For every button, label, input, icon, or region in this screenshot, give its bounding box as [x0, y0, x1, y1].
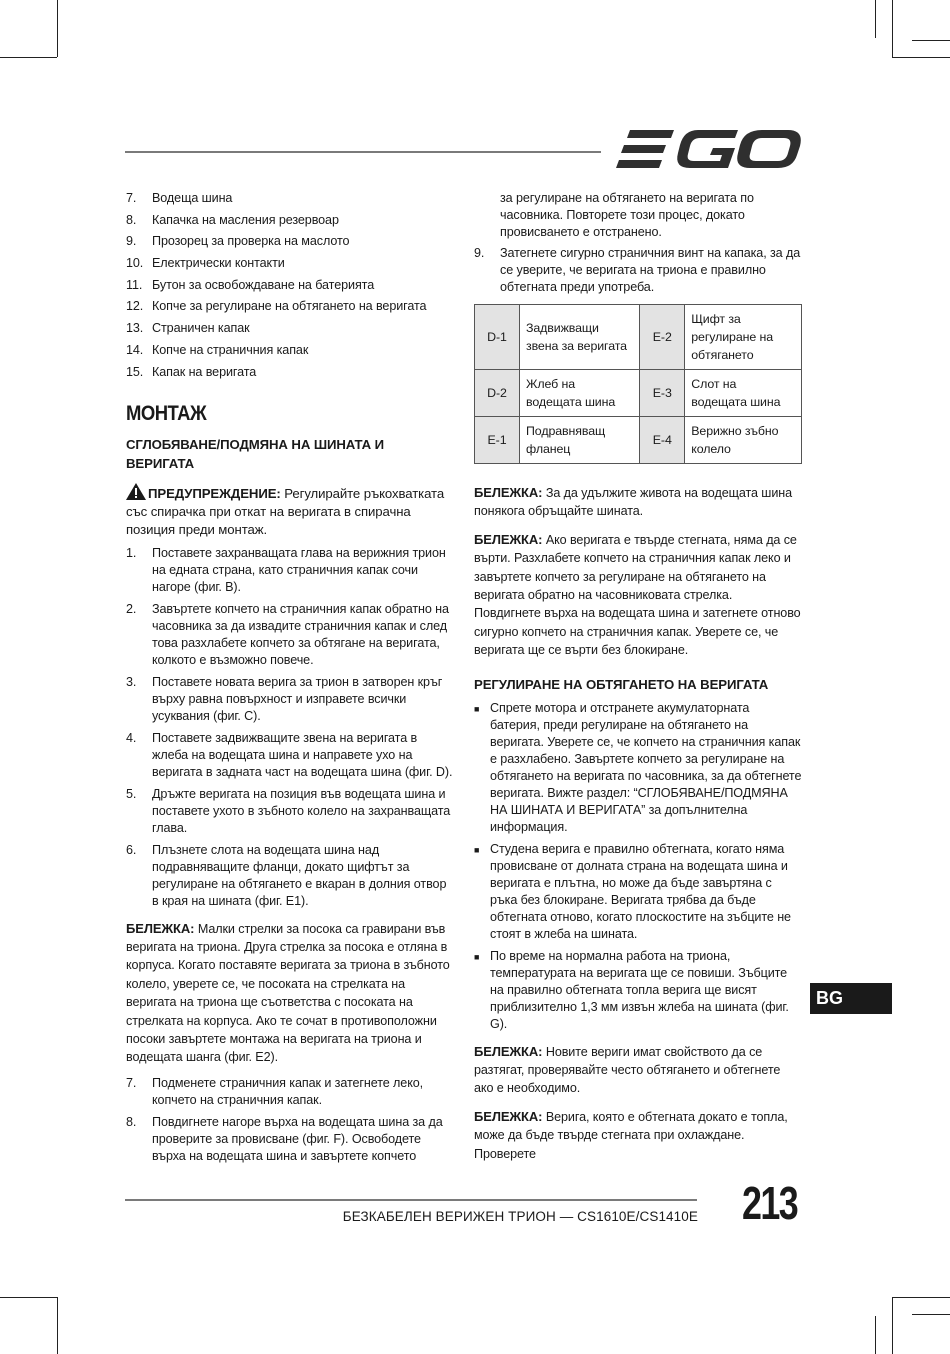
parts-legend-table [474, 304, 802, 464]
legend-code: D-2 [475, 370, 520, 417]
footer-product-name: БЕЗКАБЕЛЕН ВЕРИЖЕН ТРИОН — CS1610E/CS1410E [342, 1209, 698, 1224]
item-text: Копче на страничния капак [152, 342, 309, 357]
note-label: БЕЛЕЖКА: [474, 485, 543, 500]
note-text: Малки стрелки за посока са гравирани във веригата на триона. Друга стрелка за посока е отляна в корпуса. Когато поставяте веригата за триона в зъбното колело, уверете се, че посоката на стрелката на веригата на триона ще съответства с посоката на стрелката на корпуса. Ако те сочат в противоположни посоки завъртете монтажа на веригата на триона и водещата шанга (фиг. E2). [126, 921, 450, 1065]
assembly-step [126, 730, 454, 781]
crop-mark [57, 0, 58, 57]
header-rule [125, 151, 601, 153]
note-bar-life [474, 484, 802, 521]
subsection-title: СГЛОБЯВАНЕ/ПОДМЯНА НА ШИНАТА И ВЕРИГАТА [126, 436, 385, 471]
assembly-step [126, 674, 454, 725]
section-title: МОНТАЖ [126, 401, 207, 425]
note-label: БЕЛЕЖКА: [474, 1043, 543, 1059]
crop-mark [57, 1297, 58, 1354]
crop-mark [892, 1297, 950, 1298]
tension-bullets [474, 700, 802, 1033]
parts-list-item [126, 364, 454, 381]
crop-mark [912, 1314, 950, 1315]
parts-list-item [126, 255, 454, 272]
parts-list-item [126, 233, 454, 250]
legend-row [475, 417, 802, 464]
legend-label: Щифт за регулиране на обтягането [685, 305, 802, 370]
crop-mark [892, 0, 893, 57]
crop-mark [912, 40, 950, 41]
note-text: Ако веригата е твърде стегната, няма да се върти. Разхлабете копчето на страничния капак леко и завъртете копчето за регулиране на обтягането на веригата обратно на часовниковата стрелка. Повдигнете върха на водещата шина и затегнете отново сигурно копчето на страничния капак. Уверете се, че веригата ще се върти без блокиране. [474, 532, 801, 658]
item-number: 12. [126, 299, 144, 314]
note-label: БЕЛЕЖКА: [474, 531, 543, 547]
bullet-item [474, 841, 802, 943]
item-text: Електрически контакти [152, 256, 285, 271]
assembly-steps-a [126, 545, 454, 910]
language-tab: BG [810, 983, 892, 1014]
legend-code: E-3 [640, 370, 685, 417]
assembly-step [126, 786, 454, 837]
bullet-text: Спрете мотора и отстранете акумулаторната батерия, преди регулиране на обтягането на веригата. Уверете се, че копчето на страничния капак е разхлабено. Завъртете копчето за регулиране на обтягането на веригата по часовника, за да обтегнете веригата. Вижте раздел: “СГЛОБЯВАНЕ/ПОДМЯНА НА ШИНАТА И ВЕРИГАТА” за допълнителна информация. [490, 700, 802, 834]
tension-section-title: РЕГУЛИРАНЕ НА ОБТЯГАНЕТО НА ВЕРИГАТА [474, 676, 769, 692]
item-text: Плъзнете слота на водещата шина над подравняващите фланци, докато щифтът за регулиране на обтягането е вкаран в долния отвор в края на шината (фиг. E1). [152, 842, 447, 908]
parts-list-item [126, 212, 454, 229]
item-number: 4. [126, 730, 137, 745]
bullet-square-icon: ■ [474, 844, 480, 855]
parts-list-item [126, 342, 454, 359]
item-text: Поставете новата верига за трион в затворен кръг върху равна повърхност и изправете всички усуквания (фиг. С). [152, 674, 443, 723]
legend-code: E-4 [640, 417, 685, 464]
item-text: Дръжте веригата на позиция във водещата шина и поставете ухото в зъбното колело на захранващата глава. [152, 786, 451, 835]
item-text: Прозорец за проверка на маслото [152, 234, 350, 249]
bullet-item [474, 700, 802, 836]
assembly-step [126, 842, 454, 910]
assembly-step [474, 245, 802, 296]
item-number: 8. [126, 212, 137, 227]
parts-list-item [126, 298, 454, 315]
item-text: Капачка на масления резервоар [152, 212, 339, 227]
item-number: 14. [126, 342, 144, 357]
item-text: Капак на веригата [152, 364, 257, 379]
legend-label: Слот на водещата шина [685, 370, 802, 417]
warning-paragraph [126, 483, 454, 539]
crop-mark [875, 0, 876, 38]
warning-label: ПРЕДУПРЕЖДЕНИЕ: [148, 485, 281, 501]
item-text: Завъртете копчето на страничния капак обратно на часовника за да извадите страничния капак и след това разхлабете копчето за обтягане на веригата, колкото е възможно повече. [152, 601, 449, 667]
legend-code: E-1 [475, 417, 520, 464]
parts-list-item [126, 320, 454, 337]
legend-label: Жлеб на водещата шина [520, 370, 640, 417]
page-number: 213 [742, 1177, 798, 1229]
note-text: Новите вериги имат свойството да се разтягат, проверявайте често обтягането и обтегнете ако е необходимо. [474, 1044, 781, 1096]
note-text: За да удължите живота на водещата шина понякога обръщайте шината. [474, 486, 793, 519]
step-8-continuation: за регулиране на обтягането на веригата по часовника. Повторете този процес, докато провисването е отстранено. [500, 191, 754, 239]
assembly-step [126, 1114, 454, 1165]
item-number: 11. [126, 277, 143, 292]
warning-text: Регулирайте ръкохватката със спирачка при откат на веригата в спирачна позиция преди монтаж. [126, 485, 445, 537]
crop-mark [892, 57, 950, 58]
item-number: 9. [126, 234, 137, 249]
parts-list-item [126, 277, 454, 294]
legend-label: Подравняващ фланец [520, 417, 640, 464]
step-number: 9. [474, 246, 485, 260]
bullet-square-icon: ■ [474, 703, 480, 714]
legend-code: E-2 [640, 305, 685, 370]
parts-list-item [126, 190, 454, 207]
left-column [126, 190, 454, 1170]
bullet-text: По време на нормална работа на триона, температурата на веригата ще се повиши. Зъбците на правилно обтегната топла верига ще висят приблизително 1,3 мм извън жлеба на шината (фиг. G). [490, 948, 789, 1031]
assembly-steps-b [126, 1075, 454, 1165]
item-text: Страничен капак [152, 321, 250, 336]
item-text: Поставете захранващата глава на верижния трион на едната страна, като страничния капак сочи нагоре (фиг. В). [152, 545, 446, 594]
item-number: 13. [126, 321, 144, 336]
item-text: Повдигнете нагоре върха на водещата шина за да проверите за провисване (фиг. F). Освободете върха на водещата шина и завъртете копчето [152, 1114, 443, 1163]
bullet-item [474, 948, 802, 1033]
step-text: Затегнете сигурно страничния винт на капака, за да се уверите, че веригата на триона е правилно обтегната преди употреба. [500, 246, 801, 294]
assembly-step [126, 1075, 454, 1109]
item-text: Водеща шина [152, 191, 233, 205]
warning-icon [126, 483, 146, 500]
item-text: Бутон за освобождаване на батерията [152, 277, 375, 292]
item-number: 8. [126, 1114, 137, 1129]
legend-code: D-1 [475, 305, 520, 370]
item-number: 3. [126, 674, 137, 689]
note-text: Верига, която е обтегната докато е топла, може да бъде твърде стегната при охлаждане. Проверете [474, 1109, 788, 1161]
right-column [474, 190, 802, 1171]
item-number: 2. [126, 601, 137, 616]
item-number: 10. [126, 256, 144, 271]
crop-mark [875, 1316, 876, 1354]
bullet-square-icon: ■ [474, 951, 480, 962]
legend-label: Задвижващи звена за веригата [520, 305, 640, 370]
item-number: 15. [126, 364, 144, 379]
note-arrows [126, 920, 454, 1067]
crop-mark [0, 1297, 57, 1298]
note-label: БЕЛЕЖКА: [474, 1108, 543, 1124]
item-number: 7. [126, 191, 137, 205]
note-new-chains [474, 1043, 802, 1098]
crop-mark [892, 1297, 893, 1354]
note-label: БЕЛЕЖКА: [126, 920, 195, 936]
item-text: Подменете страничния капак и затегнете леко, копчето на страничния капак. [152, 1075, 424, 1107]
assembly-step [126, 601, 454, 669]
legend-row [475, 305, 802, 370]
bullet-text: Студена верига е правилно обтегната, когато няма провисване от долната страна на водещата шина и веригата е плътна, но може да бъде завъртяна с ръка без блокиране. Веригата трябва да бъде обтегната отново, когато плоскостите на зъбците не стоят в жлеба на шината. [490, 841, 791, 941]
parts-list [126, 190, 454, 381]
footer-rule [125, 1199, 697, 1201]
note-warm-chain [474, 1108, 802, 1163]
item-number: 7. [126, 1075, 137, 1090]
item-text: Копче за регулиране на обтягането на веригата [152, 299, 427, 314]
assembly-step [126, 545, 454, 596]
item-number: 6. [126, 842, 137, 857]
legend-label: Верижно зъбно колело [685, 417, 802, 464]
item-number: 1. [126, 545, 137, 560]
ego-logo [616, 128, 802, 172]
item-number: 5. [126, 786, 137, 801]
note-too-tight [474, 531, 802, 660]
legend-row [475, 370, 802, 417]
crop-mark [0, 57, 57, 58]
item-text: Поставете задвижващите звена на веригата в жлеба на водещата шина и направете ухо на веригата в задната част на водещата шина (фиг. D). [152, 730, 453, 779]
